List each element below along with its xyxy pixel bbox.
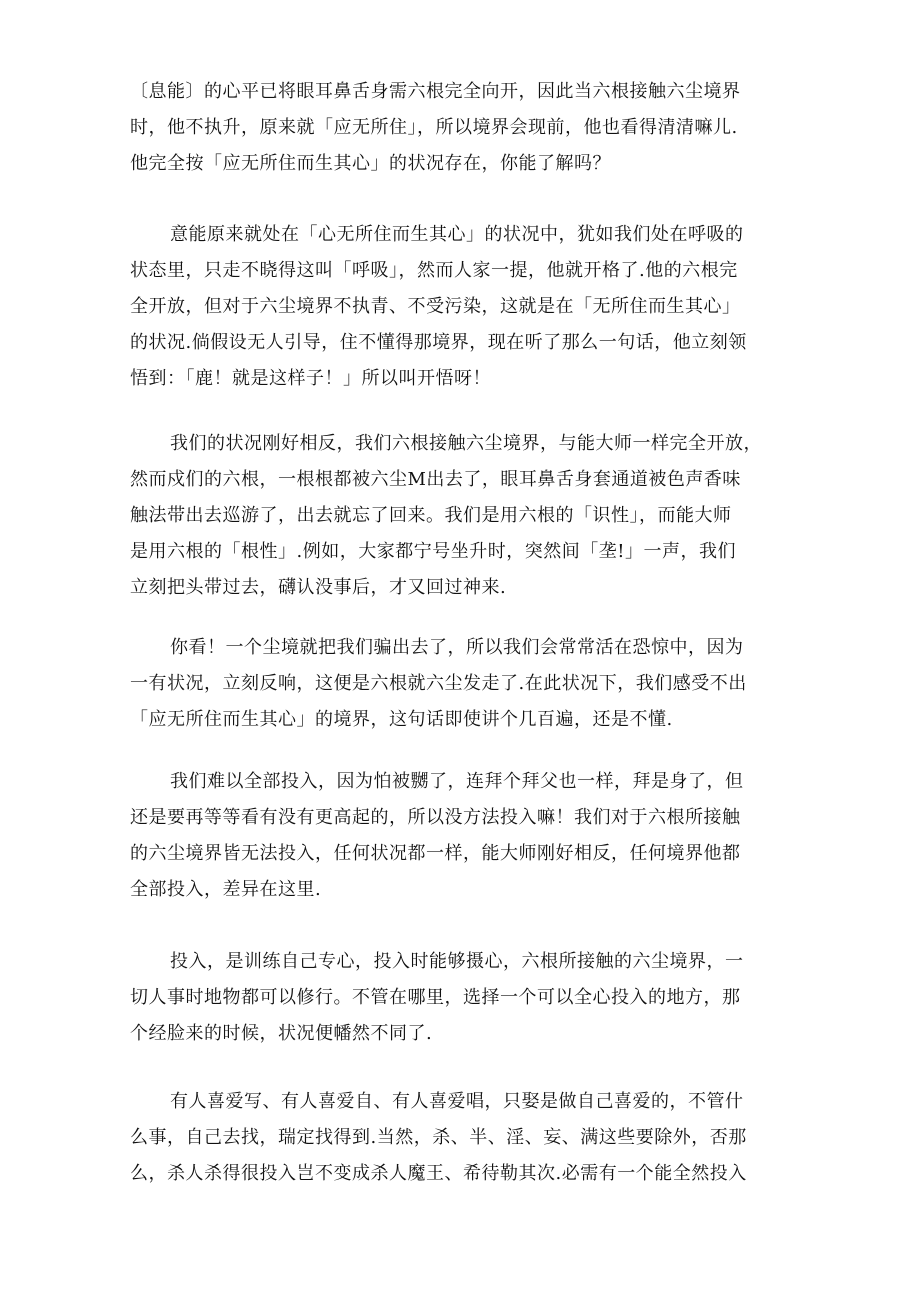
paragraph-7 xyxy=(130,1084,810,1192)
text-line: 切人事时地物都可以修行。不管在哪里，选择一个可以全心投入的地方，那 xyxy=(130,987,741,1008)
text-line: 全开放，但对于六尘境界不执青、不受污染，这就是在「无所住而生其心」 xyxy=(130,296,741,317)
text-line: 触法带出去巡游了，出去就忘了回来。我们是用六根的「识性」，而能大师 xyxy=(130,505,732,526)
text-line: 我们难以全部投入，因为怕被嬲了，连拜个拜父也一样，拜是身了，但 xyxy=(170,771,744,792)
paragraph-4 xyxy=(130,630,810,738)
text-line: 然而戍们的六根，一根根都被六尘M出去了，眼耳鼻舌身套通道被色声香味 xyxy=(130,469,741,490)
text-line: 是用六根的「根性」.例如，大家都宁号坐升时，突然间「垄!」一声，我们 xyxy=(130,541,736,562)
text-line: 个经脸来的时候，状况便幡然不同了. xyxy=(130,1023,433,1044)
text-line: 〔息能〕的心平已将眼耳鼻舌身需六根完全向开，因此当六根接触六尘境界 xyxy=(130,81,741,102)
paragraph-1 xyxy=(130,74,810,182)
text-line: 时，他不执升，原来就「应无所住」，所以境界会现前，他也看得清清嘛儿. xyxy=(130,117,738,138)
paragraph-3 xyxy=(130,426,810,606)
text-line: 立刻把头带过去，礴认没事后，才又回过神来. xyxy=(130,577,507,598)
text-line: 我们的状况刚好相反，我们六根接触六尘境界，与能大师一样完全开放， xyxy=(170,433,762,454)
text-line: 悟到：「鹿！就是这样子！」所以叫开悟呀！ xyxy=(130,368,491,389)
text-line: 状态里，只走不晓得这叫「呼吸」，然而人家一提，他就开格了.他的六根完 xyxy=(130,260,738,281)
text-line: 的状况.倘假设无人引导，住不懂得那境界，现在听了那么一句话，他立刻领 xyxy=(130,332,747,353)
text-line: 投入，是训练自己专心，投入时能够摄心，六根所接触的六尘境界，一 xyxy=(170,951,744,972)
text-line: 意能原来就处在「心无所住而生其心」的状况中，犹如我们处在呼吸的 xyxy=(170,224,744,245)
paragraph-2 xyxy=(130,217,810,397)
text-line: 么事，自己去找，瑞定找得到.当然，杀、半、淫、妄、满这些要除外，否那 xyxy=(130,1127,747,1148)
text-line: 有人喜爱写、有人喜爱自、有人喜爱唱，只娶是做自己喜爱的，不管什 xyxy=(170,1091,744,1112)
text-line: 的六尘境界皆无法投入，任何状况都一样，能大师刚好相反，任何境界他都 xyxy=(130,843,741,864)
paragraph-6 xyxy=(130,944,810,1052)
text-line: 他完全按「应无所住而生其心」的状况存在，你能了解吗？ xyxy=(130,153,611,174)
text-line: 还是要再等等看有没有更高起的，所以没方法投入嘛！我们对于六根所接触 xyxy=(130,807,741,828)
text-line: 全部投入，差异在这里. xyxy=(130,879,322,900)
text-line: 么，杀人杀得很投入岂不变成杀人魔王、希待勒其次.必需有一个能全然投入 xyxy=(130,1163,747,1184)
paragraph-5 xyxy=(130,764,810,908)
text-line: 一有状况，立刻反响，这便是六根就六尘发走了.在此状况下，我们感受不出 xyxy=(130,673,747,694)
text-line: 你看！一个尘境就把我们骗出去了，所以我们会常常活在恐惊中，因为 xyxy=(170,637,744,658)
text-line: 「应无所住而生其心」的境界，这句话即使讲个几百遍，还是不懂. xyxy=(130,709,673,730)
